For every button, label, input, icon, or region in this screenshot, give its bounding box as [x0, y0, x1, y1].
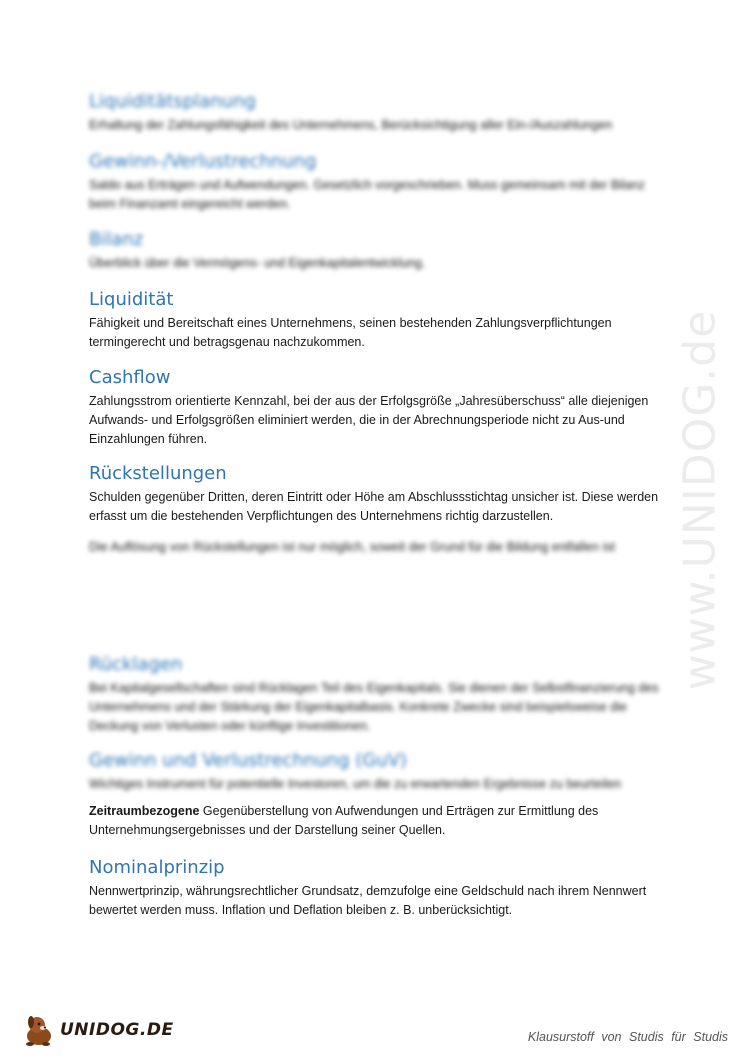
section-liquiditaetsplanung — [89, 90, 664, 135]
section-heading: Gewinn und Verlustrechnung (GuV) — [89, 750, 407, 771]
section-heading: Liquiditätsplanung — [89, 91, 256, 112]
section-heading: Bilanz — [89, 229, 144, 250]
section-rueckstellungen — [89, 462, 664, 557]
footer-tagline: Klausurstoff von Studis für Studis — [527, 1030, 728, 1044]
section-body: Wichtiges Instrument für potentielle Investoren, um die zu erwartenden Ergebnisse zu beurteilen — [89, 777, 622, 791]
section-body: Fähigkeit und Bereitschaft eines Unternehmens, seinen bestehenden Zahlungsverpflichtungen termingerecht und betragsgenau nachzukommen. — [89, 316, 612, 349]
section-body: Erhaltung der Zahlungsfähigkeit des Unternehmens, Berücksichtigung aller Ein-/Auszahlungen — [89, 118, 613, 132]
section-liquiditaet — [89, 288, 664, 352]
section-body: Bei Kapitalgesellschaften sind Rücklagen Teil des Eigenkapitals. Sie dienen der Selbstfinanzierung des Unternehmens und der Stärkung der Eigenkapitalbasis. Konkrete Zwecke sind beispielsweise die Deckung von Verlusten oder künftige Investitionen. — [89, 681, 659, 733]
section-body: Saldo aus Erträgen und Aufwendungen. Gesetzlich vorgeschrieben. Muss gemeinsam mit der Bilanz beim Finanzamt eingereicht werden. — [89, 178, 645, 211]
section-note: Die Auflösung von Rückstellungen ist nur möglich, soweit der Grund für die Bildung entfallen ist — [89, 540, 615, 554]
section-extra-rest: Gegenüberstellung von Aufwendungen und Erträgen zur Ermittlung des Unternehmungsergebnisses und der Darstellung seiner Quellen. — [89, 804, 599, 837]
section-heading: Cashflow — [89, 367, 171, 388]
section-body: Zahlungsstrom orientierte Kennzahl, bei der aus der Erfolgsgröße „Jahresüberschuss“ alle diejenigen Aufwands- und Erfolgsgrößen eliminiert werden, die in der Abrechnungsperiode nicht zu Aus-und Einzahlungen führen. — [89, 394, 649, 446]
section-gewinn-verlustrechnung — [89, 150, 664, 214]
section-body: Überblick über die Vermögens- und Eigenkapitalentwicklung. — [89, 256, 426, 270]
section-heading: Gewinn-/Verlustrechnung — [89, 151, 317, 172]
section-ruecklagen — [89, 653, 664, 736]
section-body: Schulden gegenüber Dritten, deren Eintritt oder Höhe am Abschlussstichtag unsicher ist. Diese werden erfasst um die bestehenden Verpflichtungen des Unternehmens richtig darzustellen. — [89, 490, 659, 523]
document-page: www.UNIDOG.de Liquiditätsplanung Erhaltung der Zahlungsfähigkeit des Unternehmens, Berücksichtigung aller Ein-/Auszahlungen Gewinn-/Verlustrechnung Saldo aus Erträgen und Aufwendungen. Gesetzlich vorgeschrieben. Muss gemeinsam mit der Bilanz beim Finanzamt eingereicht werden. Bilanz Überblick über die Vermögens- und Eigenkapitalentwicklung. Liquidität Fähigkeit und Bereitschaft eines Unternehmens, seinen bestehenden Zahlungsverpflichtungen termingerecht und betragsgenau nachzukommen. Cashflow Zahlungsstrom orientierte Kennzahl, bei der aus der Erfolgsgröße „Jahresüberschuss“ alle diejenigen Aufwands- und Erfolgsgrößen eliminiert werden, die in der Abrechnungsperiode nicht zu Aus-und Einzahlungen führen. Rückstellungen Schulden gegenüber Dritten, deren Eintritt oder Höhe am Abschlussstichtag unsicher ist. Diese werden erfasst um die bestehenden Verpflichtungen des Unternehmens richtig darzustellen. Die Auflösung von Rückstellungen ist nur möglich, soweit der Grund für die Bildung entfallen ist Rücklagen Bei Kapitalgesellschaften sind Rücklagen Teil des Eigenkapitals. Sie dienen der Selbstfinanzierung des Unternehmens und der Stärkung der Eigenkapitalbasis. Konkrete Zwecke sind beispielsweise die Deckung von Verlusten oder künftige Investitionen. Gewinn und Verlustrechnung (GuV) Wichtiges Instrument für potentielle Investoren, um die zu erwartenden Ergebnisse zu beurteilen Zeitraumbezogene Gegenüberstellung von Aufwendungen und Erträgen zur Ermittlung des Unternehmungsergebnisses und der Darstellung seiner Quellen. Nominalprinzip Nennwertprinzip, währungsrechtlicher Grundsatz, demzufolge eine Geldschuld nach ihrem Nennwert bewertet werden muss. Inflation und Deflation bleiben z. B. unberücksichtigt. UNIDOG.DE Klausurstoff von Studis für Studis — [0, 0, 750, 1059]
unidog-logo — [22, 1012, 174, 1048]
section-cashflow — [89, 366, 664, 449]
section-heading: Nominalprinzip — [89, 857, 225, 878]
section-heading: Liquidität — [89, 289, 174, 310]
dog-icon — [22, 1012, 56, 1048]
logo-text: UNIDOG.DE — [60, 1020, 174, 1040]
section-body: Nennwertprinzip, währungsrechtlicher Grundsatz, demzufolge eine Geldschuld nach ihrem Nennwert bewertet werden muss. Inflation und Deflation bleiben z. B. unberücksichtigt. — [89, 884, 647, 917]
section-extra-bold: Zeitraumbezogene — [89, 804, 200, 818]
section-guv — [89, 749, 664, 840]
section-extra — [89, 802, 664, 840]
section-nominalprinzip — [89, 856, 664, 920]
section-heading: Rückstellungen — [89, 463, 227, 484]
section-heading: Rücklagen — [89, 654, 183, 675]
section-bilanz — [89, 228, 664, 273]
